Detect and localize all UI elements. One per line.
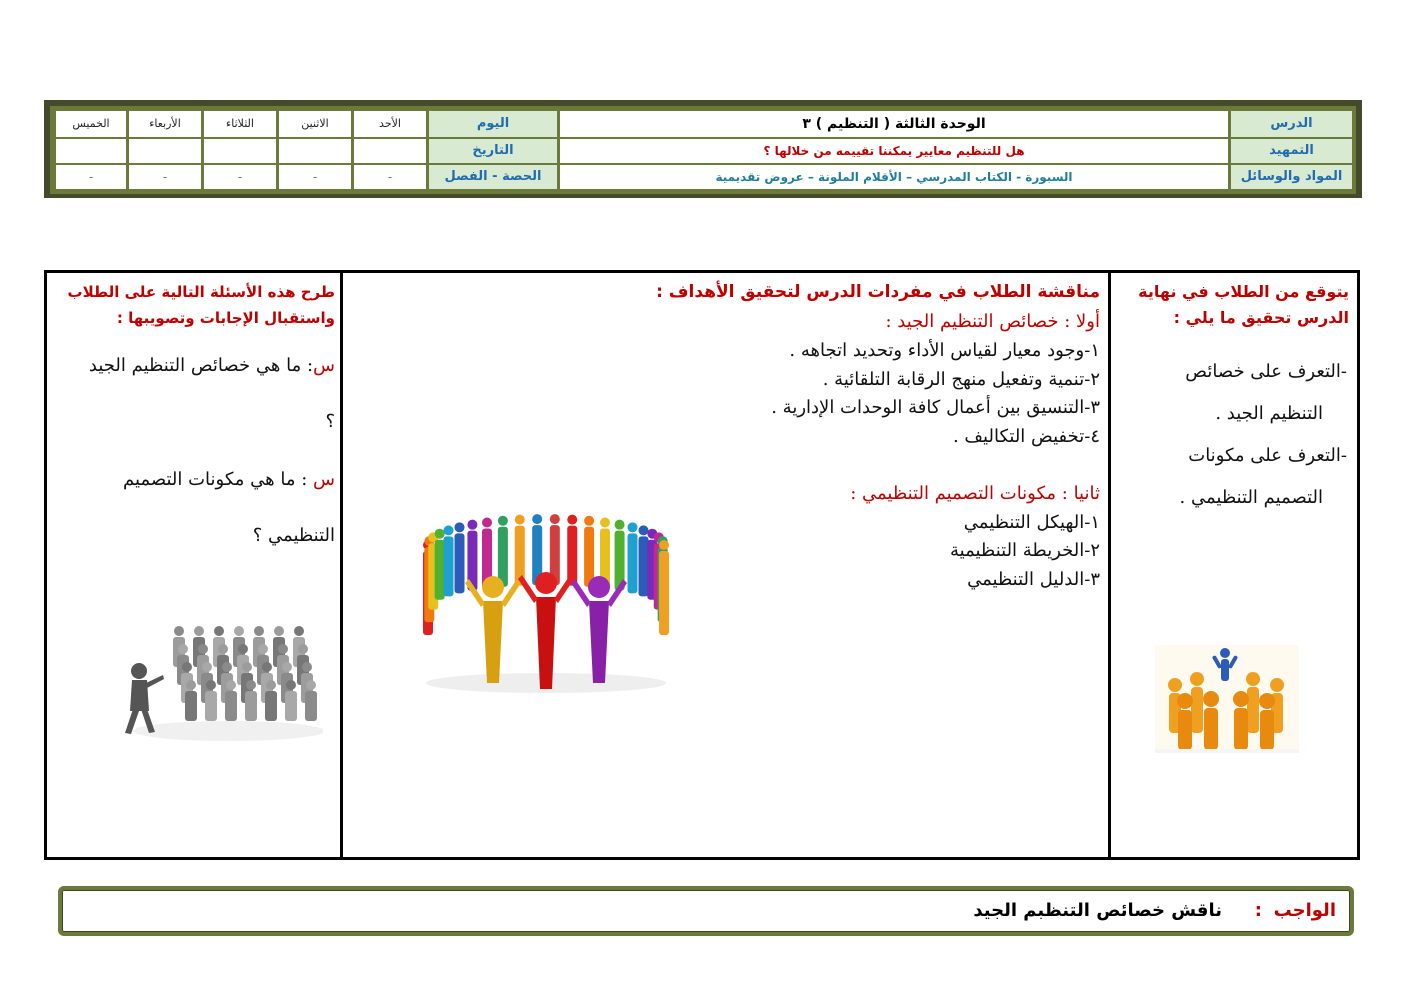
crowd-figure: [245, 680, 257, 721]
question-1: [89, 355, 335, 376]
ring-figure: [515, 515, 525, 586]
lesson-info-table: [53, 109, 1355, 191]
date-cell-tuesday: [204, 139, 276, 163]
list-item: ٤-تخفيض التكاليف .: [952, 426, 1100, 447]
header-frame: [50, 106, 1356, 194]
list-item: ٣-التنسيق بين أعمال كافة الوحدات الإدارية .: [771, 397, 1100, 418]
crowd-figure: [225, 680, 237, 721]
homework-label: الواجب: [1273, 900, 1336, 921]
day-sunday: الأحد: [354, 111, 426, 137]
question-2: [123, 469, 335, 490]
day-wednesday: الأربعاء: [129, 111, 201, 137]
question-text: : ما هي مكونات التصميم: [123, 469, 314, 490]
crowd-figure: [205, 680, 217, 721]
period-cell-sunday: -: [354, 165, 426, 189]
day-tuesday: الثلاثاء: [204, 111, 276, 137]
day-monday: الاثنين: [279, 111, 351, 137]
ring-figure: [628, 522, 638, 593]
circle-of-people-illustration: [413, 483, 679, 697]
question-mark: س: [313, 469, 335, 490]
list-item: ١-الهيكل التنظيمي: [963, 512, 1100, 533]
question-2-end: التنظيمي ؟: [252, 525, 335, 546]
date-label: التاريخ: [429, 139, 557, 163]
materials-value: السبورة - الكتاب المدرسي – الأقلام الملونة – عروض تقديمية: [560, 165, 1228, 189]
day-thursday: الخميس: [56, 111, 126, 137]
period-label: الحصة - الفصل: [429, 165, 557, 189]
objective-line: -التعرف على مكونات: [1188, 445, 1347, 466]
date-cell-thursday: [56, 139, 126, 163]
date-cell-wednesday: [129, 139, 201, 163]
business-crowd-illustration: [119, 613, 323, 743]
lesson-value: الوحدة الثالثة ( التنظيم ) ٣: [560, 111, 1228, 137]
ring-figure: [454, 522, 464, 593]
materials-label: المواد والوسائل: [1231, 165, 1352, 189]
discussion-column: [340, 273, 1108, 857]
team-leader-illustration: [1155, 645, 1299, 753]
section-title: أولا : خصائص التنظيم الجيد :: [885, 311, 1100, 332]
lesson-body: [44, 270, 1360, 860]
objective-line: التنظيم الجيد .: [1215, 403, 1323, 424]
lesson-info-header: [44, 100, 1362, 198]
discussion-heading: مناقشة الطلاب في مفردات الدرس لتحقيق الأهداف :: [656, 282, 1100, 302]
period-cell-thursday: -: [56, 165, 126, 189]
list-item: ١-وجود معيار لقياس الأداء وتحديد اتجاهه .: [789, 340, 1100, 361]
questions-heading: طرح هذه الأسئلة التالية على الطلاب واستقبال الإجابات وتصويبها :: [67, 283, 335, 327]
question-mark: س: [313, 355, 335, 376]
list-item: ٣-الدليل التنظيمي: [967, 569, 1100, 590]
period-cell-tuesday: -: [204, 165, 276, 189]
crowd-figure: [265, 680, 277, 721]
day-label: اليوم: [429, 111, 557, 137]
homework-box: [58, 886, 1354, 936]
question-text: : ما هي خصائص التنظيم الجيد: [88, 355, 314, 376]
objective-line: التصميم التنظيمي .: [1179, 487, 1323, 508]
objectives-heading: يتوقع من الطلاب في نهاية الدرس تحقيق ما يلي :: [1138, 282, 1349, 327]
date-cell-sunday: [354, 139, 426, 163]
lesson-label: الدرس: [1231, 111, 1352, 137]
intro-label: التمهيد: [1231, 139, 1352, 163]
ring-figure: [659, 540, 669, 635]
ring-figure: [584, 516, 594, 587]
question-1-end: ؟: [325, 411, 335, 432]
objectives-column: [1108, 273, 1357, 857]
ring-figure: [444, 525, 454, 596]
period-cell-wednesday: -: [129, 165, 201, 189]
crowd-figure: [185, 680, 197, 721]
period-cell-monday: -: [279, 165, 351, 189]
ring-figure: [567, 515, 577, 586]
ring-figure: [638, 525, 648, 596]
list-item: ٢-الخريطة التنظيمية: [950, 540, 1100, 561]
objective-line: -التعرف على خصائص: [1185, 361, 1347, 382]
ring-figure: [498, 516, 508, 587]
list-item: ٢-تنمية وتفعيل منهج الرقابة التلقائية .: [822, 369, 1100, 390]
crowd-figure: [285, 680, 297, 721]
homework-text: ناقش خصائص التنظبم الجيد: [973, 900, 1222, 921]
section-title: ثانيا : مكونات التصميم التنظيمي :: [850, 483, 1100, 504]
homework-colon: :: [1254, 900, 1262, 921]
crowd-figure: [305, 680, 317, 721]
questions-column: [47, 273, 343, 857]
intro-value: هل للتنظيم معايير يمكننا تقييمه من خلالها ؟: [560, 139, 1228, 163]
date-cell-monday: [279, 139, 351, 163]
